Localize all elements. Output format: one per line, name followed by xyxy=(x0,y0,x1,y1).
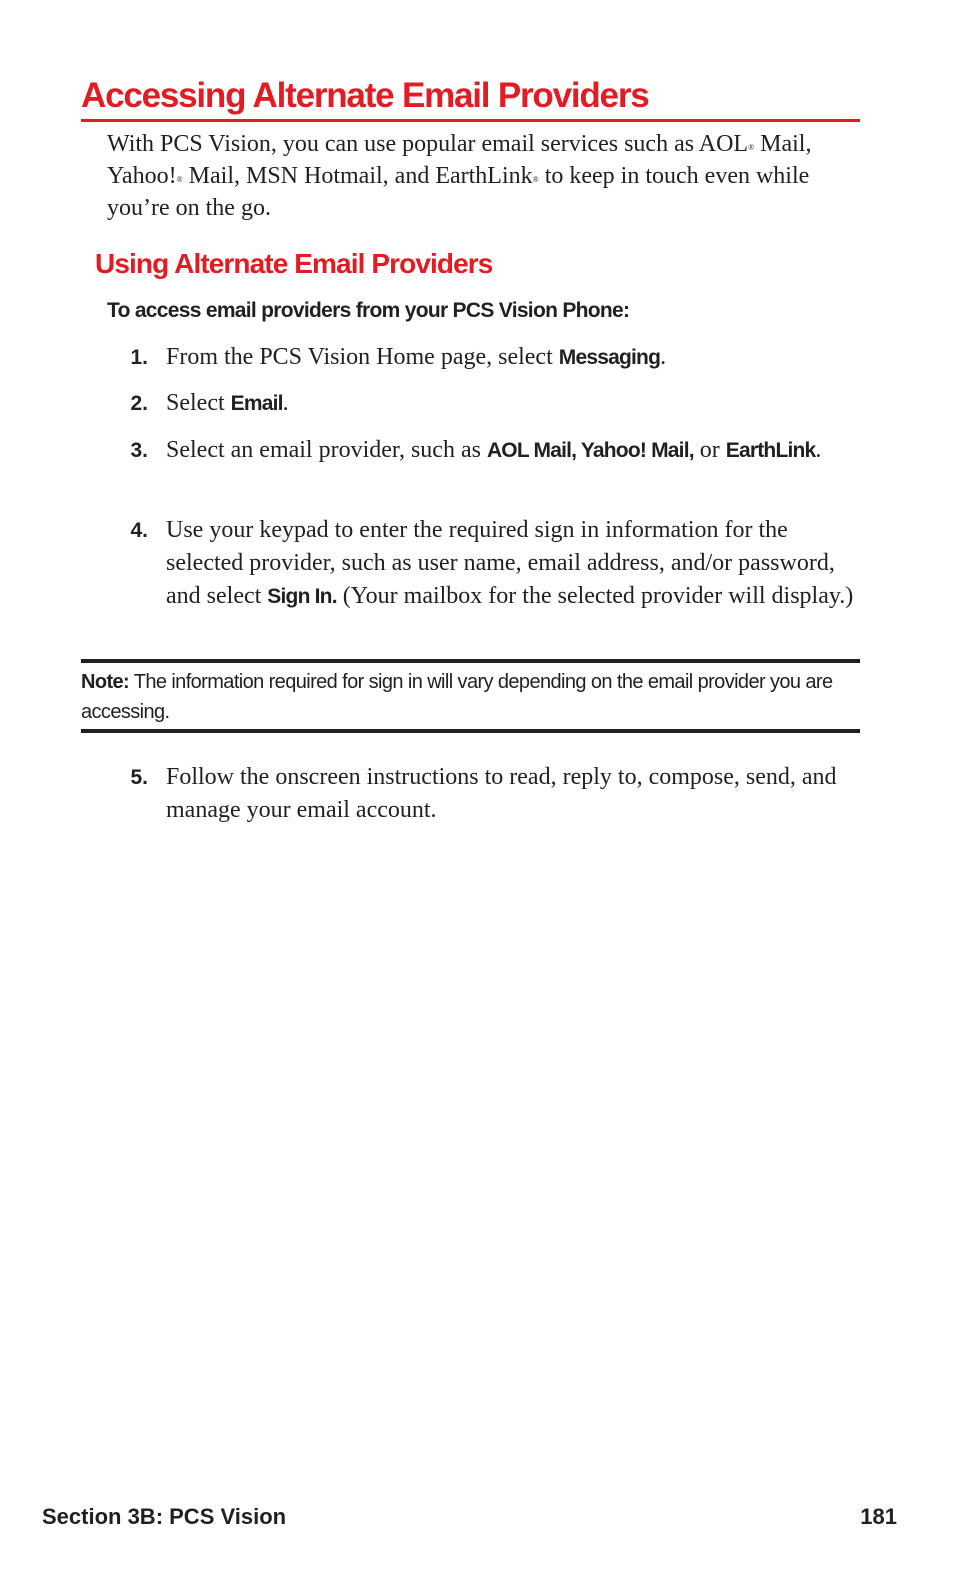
intro-text-1: With PCS Vision, you can use popular email services such as AOL xyxy=(107,131,749,157)
registered-mark: ® xyxy=(748,143,755,152)
step-text xyxy=(166,341,856,374)
step-text-before: Use your keypad to enter the required sign in information for the selected provider, such as user name, email address, and/or password, and select xyxy=(166,517,835,609)
command-messaging: Messaging xyxy=(558,346,661,369)
step-text-before: Select xyxy=(166,390,231,416)
intro-paragraph xyxy=(107,128,827,224)
command-sign-in: Sign In. xyxy=(267,585,337,608)
step-number: 2. xyxy=(130,392,148,415)
step-text-after: . xyxy=(815,437,822,463)
step-number: 1. xyxy=(130,346,148,369)
step-text-before: Select an email provider, such as xyxy=(166,437,487,463)
section-heading: Using Alternate Email Providers xyxy=(95,248,493,279)
step-text xyxy=(166,434,856,467)
step-text-after: (Your mailbox for the selected provider will display.) xyxy=(336,583,854,609)
step-text-before: From the PCS Vision Home page, select xyxy=(166,344,559,370)
command-email: Email xyxy=(230,392,283,415)
command-providers: AOL Mail, Yahoo! Mail, xyxy=(486,439,694,462)
registered-mark: ® xyxy=(532,175,539,184)
intro-text-2: Mail, Yahoo! xyxy=(107,131,812,189)
intro-text-3: Mail, MSN Hotmail, and EarthLink xyxy=(182,163,533,189)
note-text xyxy=(81,667,860,727)
step-text-after: . xyxy=(282,390,289,416)
step-text xyxy=(166,514,856,613)
step-number: 4. xyxy=(130,519,148,542)
step-number: 3. xyxy=(130,439,148,462)
steps-intro: To access email providers from your PCS Vision Phone: xyxy=(107,299,630,322)
intro-text-4: to keep in touch even while you’re on the go. xyxy=(107,163,810,221)
registered-mark: ® xyxy=(176,175,183,184)
step-number: 5. xyxy=(130,766,148,789)
note-label: Note: xyxy=(81,671,130,693)
step-text xyxy=(166,387,856,420)
note-body: The information required for sign in will vary depending on the email provider you are accessing. xyxy=(81,671,833,723)
step-text-middle: or xyxy=(693,437,726,463)
footer-page-number: 181 xyxy=(860,1504,897,1529)
footer-section-label: Section 3B: PCS Vision xyxy=(42,1504,287,1529)
step-text: Follow the onscreen instructions to read, reply to, compose, send, and manage your email account. xyxy=(166,764,837,823)
page-title: Accessing Alternate Email Providers xyxy=(81,74,860,122)
note-box xyxy=(81,659,860,733)
command-earthlink: EarthLink xyxy=(725,439,816,462)
step-text-after: . xyxy=(660,344,667,370)
